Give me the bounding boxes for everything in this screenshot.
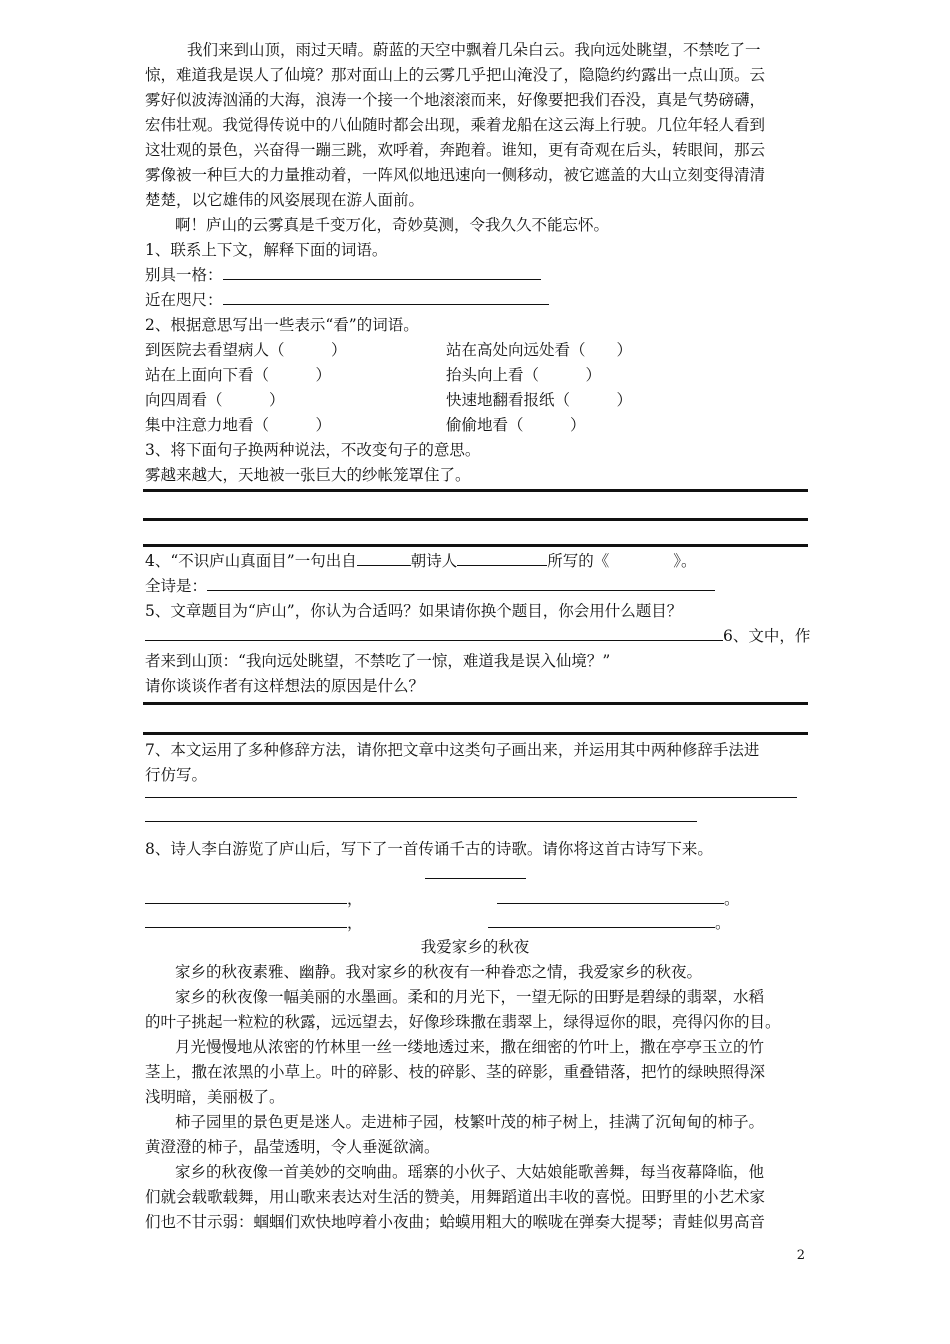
passage1-line: 雾像被一种巨大的力量推动着，一阵风似地迅速向一侧移动，被它遮盖的大山立刻变得清清: [145, 166, 766, 184]
q2-item: 到医院去看望病人（ ）: [145, 341, 347, 359]
q6-start: 6、文中，作: [723, 627, 811, 645]
answer-rule[interactable]: [143, 702, 808, 705]
page-number: 2: [796, 1248, 805, 1263]
passage2-line: 家乡的秋夜素雅、幽静。我对家乡的秋夜有一种眷恋之情，我爱家乡的秋夜。: [175, 963, 703, 981]
q2-item: 集中注意力地看（ ）: [145, 416, 332, 434]
q7-line: 7、本文运用了多种修辞方法，请你把文章中这类句子画出来，并运用其中两种修辞手法进: [145, 741, 760, 759]
q2-prompt: 2、根据意思写出一些表示“看”的词语。: [145, 316, 419, 334]
q2-item: 站在上面向下看（ ）: [145, 366, 332, 384]
answer-rule[interactable]: [143, 732, 808, 735]
passage2-line: 家乡的秋夜像一首美妙的交响曲。瑶寨的小伙子、大姑娘能歌善舞，每当夜幕降临，他: [175, 1163, 765, 1181]
q6-line: 者来到山顶：“我向远处眺望，不禁吃了一惊，难道我是误入仙境？”: [145, 652, 611, 670]
passage2-line: 浅明暗，美丽极了。: [145, 1088, 285, 1106]
q4-text-c: 所写的《: [547, 552, 610, 570]
q2-item: 偷偷地看（ ）: [446, 416, 586, 434]
answer-blank[interactable]: [207, 575, 715, 591]
answer-rule[interactable]: [143, 518, 808, 521]
passage2-title: 我爱家乡的秋夜: [420, 938, 530, 956]
q4-text-a: 4、“不识庐山真面目”一句出自: [145, 552, 357, 570]
answer-blank[interactable]: [145, 625, 723, 641]
passage1-closing: 啊！庐山的云雾真是千变万化，奇妙莫测，令我久久不能忘怀。: [175, 216, 610, 234]
passage2-line: 茎上，撒在浓黑的小草上。叶的碎影、枝的碎影、茎的碎影，重叠错落，把竹的绿映照得深: [145, 1063, 766, 1081]
period: 。: [724, 890, 740, 908]
q6-line: 请你谈谈作者有这样想法的原因是什么？: [145, 677, 425, 695]
answer-blank[interactable]: [457, 550, 547, 566]
answer-rule[interactable]: [143, 489, 808, 492]
period: 。: [715, 914, 731, 932]
q4-text-b: 朝诗人: [410, 552, 458, 570]
passage1-line: 楚楚，以它雄伟的风姿展现在游人面前。: [145, 191, 425, 209]
q2-item: 站在高处向远处看（ ）: [446, 341, 633, 359]
q5-prompt: 5、文章题目为“庐山”，你认为合适吗？如果请你换个题目，你会用什么题目？: [145, 602, 683, 620]
passage1-line: 惊，难道我是误人了仙境？那对面山上的云雾几乎把山淹没了，隐隐约约露出一点山顶。云: [145, 66, 766, 84]
answer-line[interactable]: [145, 797, 797, 798]
answer-blank[interactable]: [223, 289, 549, 305]
poem-line: [145, 887, 363, 911]
passage2-line: 们就会载歌载舞，用山歌来表达对生活的赞美，用舞蹈道出丰收的喜悦。田野里的小艺术家: [145, 1188, 766, 1206]
q5-q6-line: [145, 624, 810, 648]
q2-item: 向四周看（ ）: [145, 391, 285, 409]
passage2-line: 月光慢慢地从浓密的竹林里一丝一缕地透过来，撒在细密的竹叶上，撒在亭亭玉立的竹: [175, 1038, 765, 1056]
q4-line: [145, 549, 697, 573]
answer-blank[interactable]: [488, 912, 715, 928]
passage1-line: 雾好似波涛汹涌的大海，浪涛一个接一个地滚滚而来，好像要把我们吞没，真是气势磅礴，: [145, 91, 766, 109]
answer-line[interactable]: [145, 821, 697, 822]
answer-blank[interactable]: [357, 550, 411, 566]
comma: ，: [347, 890, 363, 908]
passage1-line: 这壮观的景色，兴奋得一蹦三跳，欢呼着，奔跑着。谁知，更有奇观在后头，转眼间，那云: [145, 141, 766, 159]
answer-blank[interactable]: [145, 912, 347, 928]
q3-sentence: 雾越来越大，天地被一张巨大的纱帐笼罩住了。: [145, 466, 471, 484]
q1-term: 近在咫尺：: [145, 291, 223, 309]
q4-full-line: [145, 574, 715, 598]
answer-blank[interactable]: [497, 888, 724, 904]
poem-line: [145, 911, 363, 935]
passage2-line: 黄澄澄的柿子，晶莹透明，令人垂涎欲滴。: [145, 1138, 440, 1156]
poem-line: [497, 887, 740, 911]
poem-line: [488, 911, 731, 935]
answer-blank[interactable]: [145, 888, 347, 904]
passage1-line: 我们来到山顶，雨过天晴。蔚蓝的天空中飘着几朵白云。我向远处眺望，不禁吃了一: [187, 41, 761, 59]
q1-prompt: 1、联系上下文，解释下面的词语。: [145, 241, 388, 259]
passage2-line: 的叶子挑起一粒粒的秋露，远远望去，好像珍珠撒在翡翠上，绿得逗你的眼，亮得闪你的目。: [145, 1013, 781, 1031]
q2-item: 抬头向上看（ ）: [446, 366, 602, 384]
passage1-line: 宏伟壮观。我觉得传说中的八仙随时都会出现，乘着龙船在这云海上行驶。几位年轻人看到: [145, 116, 766, 134]
q1-item: [145, 288, 549, 312]
q1-term: 别具一格：: [145, 266, 223, 284]
passage2-line: 家乡的秋夜像一幅美丽的水墨画。柔和的月光下，一望无际的田野是碧绿的翡翠，水稻: [175, 988, 765, 1006]
comma: ，: [347, 914, 363, 932]
q7-line: 行仿写。: [145, 766, 208, 784]
passage2-line: 们也不甘示弱：蝈蝈们欢快地哼着小夜曲；蛤蟆用粗大的喉咙在弹奏大提琴；青蛙似男高音: [145, 1213, 766, 1231]
answer-blank[interactable]: [223, 264, 541, 280]
q8-prompt: 8、诗人李白游览了庐山后，写下了一首传诵千古的诗歌。请你将这首古诗写下来。: [145, 840, 713, 858]
q2-item: 快速地翻看报纸（ ）: [446, 391, 633, 409]
q4-text-d: 》。: [673, 552, 697, 570]
answer-rule[interactable]: [143, 544, 808, 547]
passage2-line: 柿子园里的景色更是迷人。走进柿子园，枝繁叶茂的柿子树上，挂满了沉甸甸的柿子。: [175, 1113, 765, 1131]
q4-full-label: 全诗是：: [145, 577, 208, 595]
poem-title-blank[interactable]: [425, 878, 526, 879]
q1-item: [145, 263, 541, 287]
q3-prompt: 3、将下面句子换两种说法，不改变句子的意思。: [145, 441, 481, 459]
